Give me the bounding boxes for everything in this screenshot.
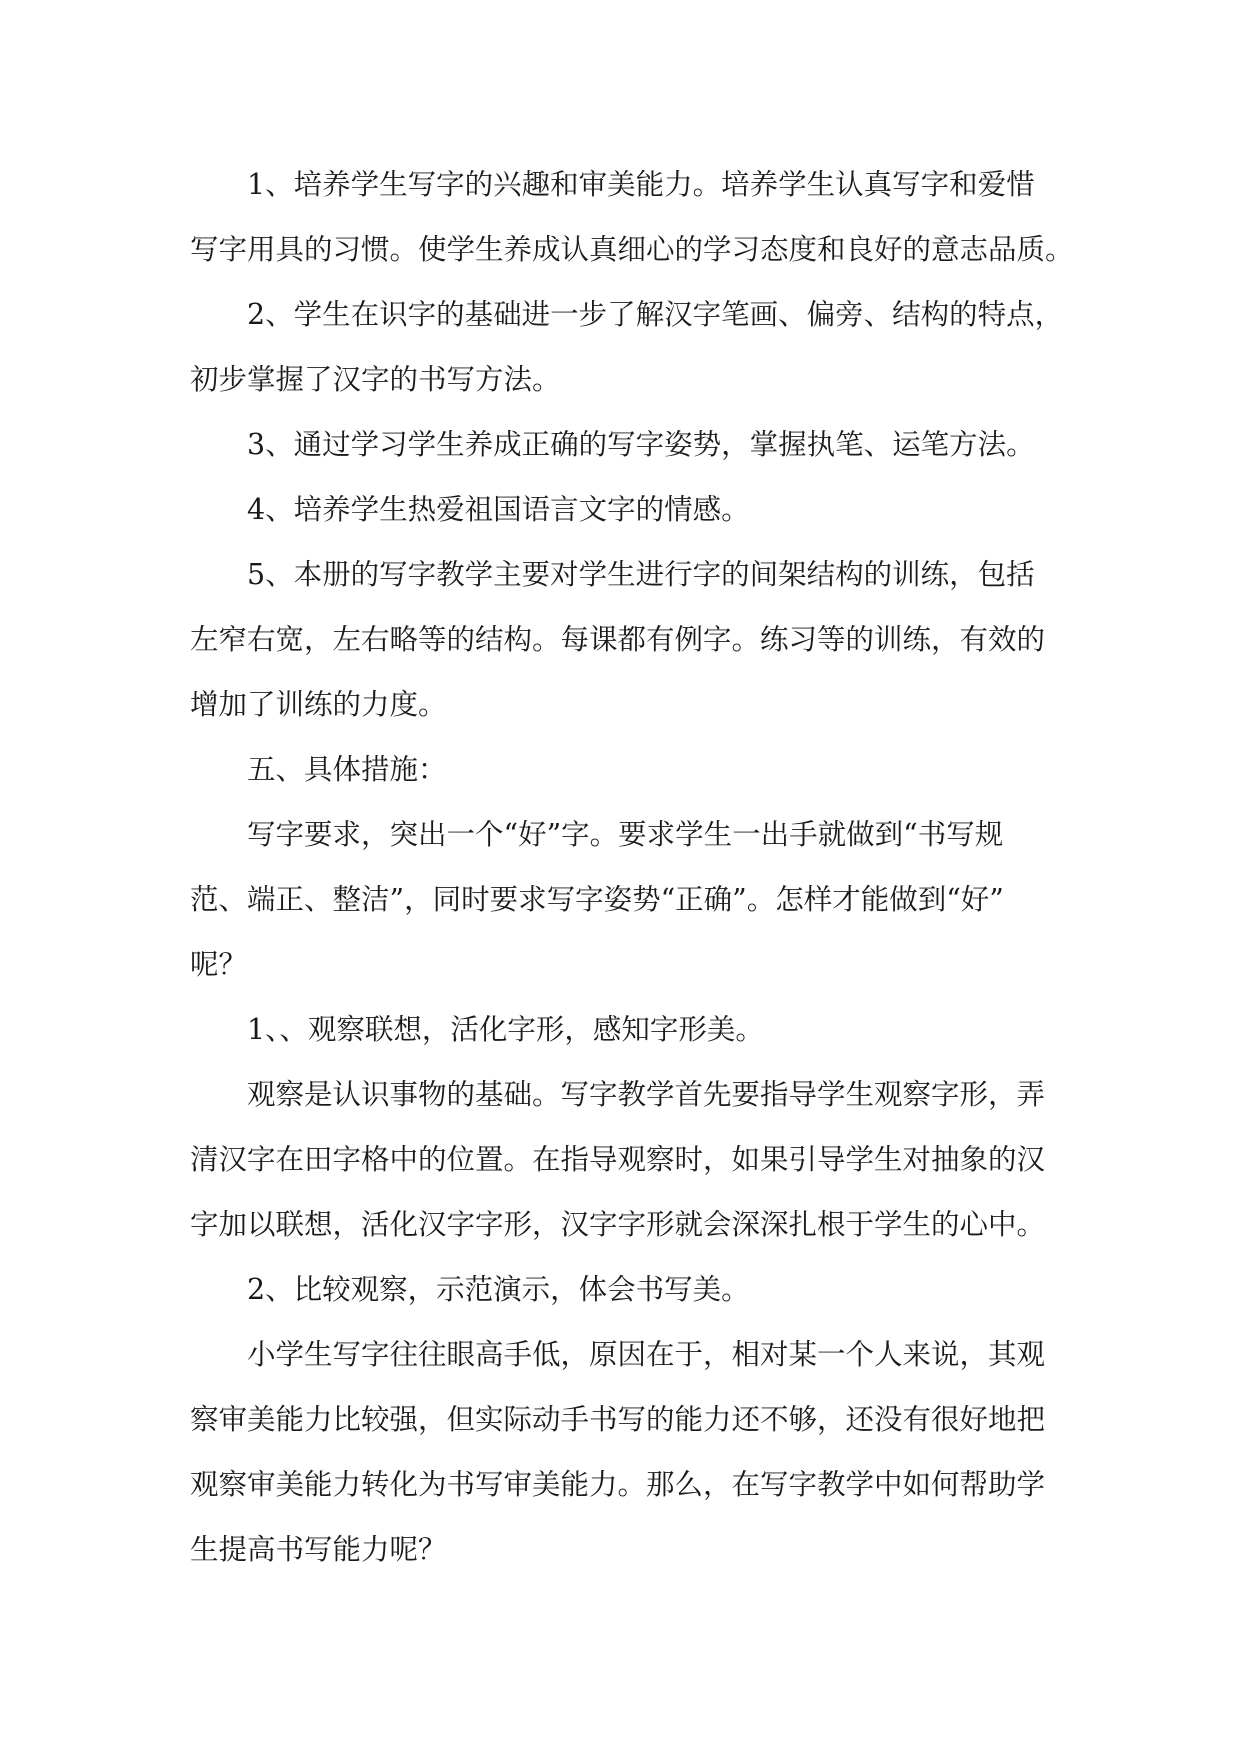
text-line: 生提高书写能力呢？ (190, 1533, 447, 1566)
text-line: 字加以联想，活化汉字字形，汉字字形就会深深扎根于学生的心中。 (190, 1208, 1046, 1241)
text-line: 范、端正、整洁”，同时要求写字姿势“正确”。怎样才能做到“好” (190, 883, 1004, 916)
paragraph-goal-3 (190, 412, 1070, 477)
text-line: 3、通过学习学生养成正确的写字姿势，掌握执笔、运笔方法。 (247, 428, 1035, 461)
section-heading-measures (190, 737, 1070, 802)
text-line: 左窄右宽，左右略等的结构。每课都有例字。练习等的训练，有效的 (190, 623, 1046, 656)
text-line: 观察审美能力转化为书写审美能力。那么，在写字教学中如何帮助学 (190, 1468, 1046, 1501)
document-body (190, 152, 1074, 1582)
text-line: 初步掌握了汉字的书写方法。 (190, 363, 561, 396)
subheading-compare (190, 1257, 1070, 1322)
paragraph-goal-5 (190, 542, 1070, 737)
text-line: 观察是认识事物的基础。写字教学首先要指导学生观察字形，弄 (247, 1078, 1046, 1111)
text-line: 察审美能力比较强，但实际动手书写的能力还不够，还没有很好地把 (190, 1403, 1046, 1436)
text-line: 1、培养学生写字的兴趣和审美能力。培养学生认真写字和爱惜 (247, 168, 1035, 201)
paragraph-goal-4 (190, 477, 1070, 542)
text-line: 增加了训练的力度。 (190, 688, 447, 721)
subheading-observe (190, 997, 1070, 1062)
text-line: 2、比较观察，示范演示，体会书写美。 (247, 1273, 750, 1306)
paragraph-writing-requirement (190, 802, 1070, 997)
text-line: 五、具体措施： (247, 753, 447, 786)
text-line: 写字要求，突出一个“好”字。要求学生一出手就做到“书写规 (247, 818, 1004, 851)
text-line: 4、培养学生热爱祖国语言文字的情感。 (247, 493, 750, 526)
text-line: 2、学生在识字的基础进一步了解汉字笔画、偏旁、结构的特点， (247, 298, 1064, 331)
text-line: 清汉字在田字格中的位置。在指导观察时，如果引导学生对抽象的汉 (190, 1143, 1046, 1176)
text-line: 小学生写字往往眼高手低，原因在于，相对某一个人来说，其观 (247, 1338, 1046, 1371)
text-line: 写字用具的习惯。使学生养成认真细心的学习态度和良好的意志品质。 (190, 233, 1074, 266)
paragraph-goal-2 (190, 282, 1070, 412)
paragraph-goal-1 (190, 152, 1074, 282)
paragraph-observe (190, 1062, 1070, 1257)
text-line: 呢？ (190, 948, 248, 981)
paragraph-compare (190, 1322, 1070, 1582)
text-line: 5、本册的写字教学主要对学生进行字的间架结构的训练，包括 (247, 558, 1035, 591)
text-line: 1、、观察联想，活化字形，感知字形美。 (247, 1013, 764, 1046)
